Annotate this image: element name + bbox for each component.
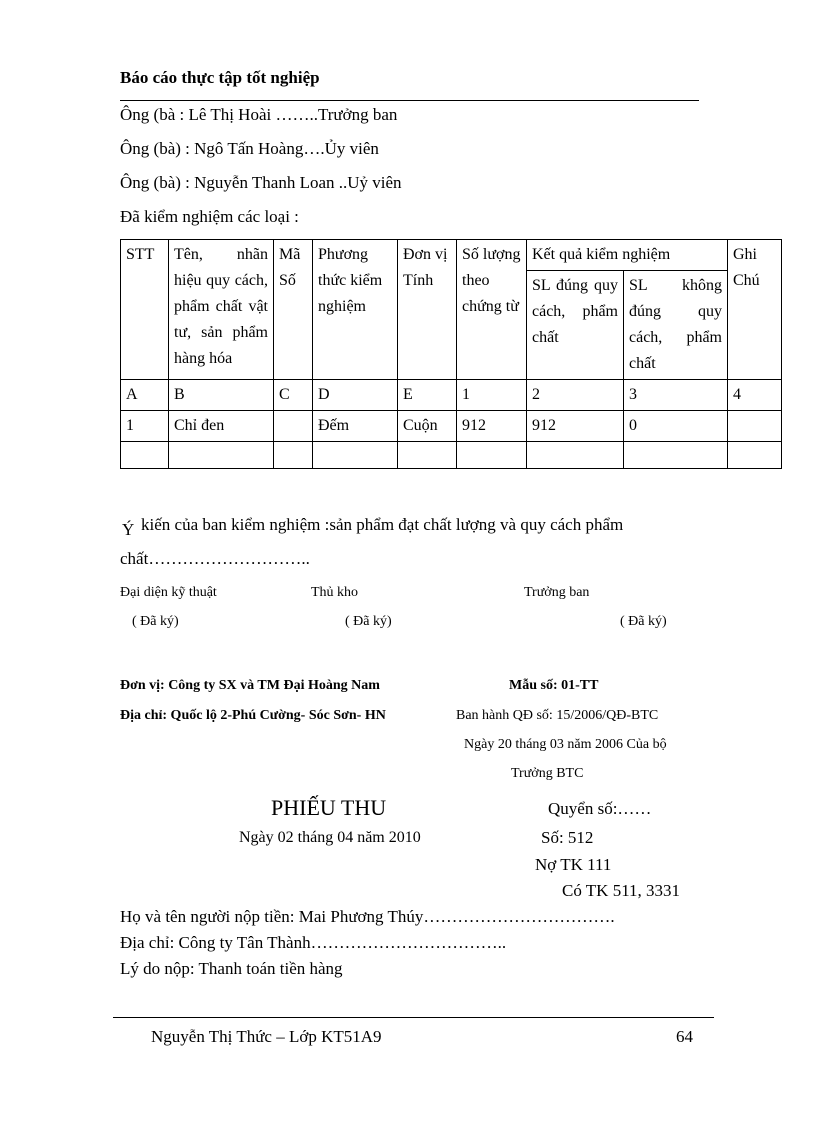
signer-technical: Đại diện kỹ thuật (120, 585, 217, 600)
header-qty-ok: SL đúng quy cách, phẩm chất (527, 271, 624, 380)
table-cell (728, 411, 782, 442)
committee-member-2: Ông (bà) : Ngô Tấn Hoàng….Ủy viên (120, 139, 379, 158)
header-rule (120, 100, 699, 101)
header-result: Kết quả kiểm nghiệm (527, 240, 728, 271)
table-cell: 912 (527, 411, 624, 442)
table-cell: D (313, 380, 398, 411)
committee-member-1: Ông (bà : Lê Thị Hoài ……..Trưởng ban (120, 105, 398, 124)
table-cell: 1 (457, 380, 527, 411)
opinion-y-mark: Ý (122, 520, 135, 539)
signer-storekeeper: Thủ kho (311, 585, 359, 600)
receipt-credit-account: Có TK 511, 3331 (562, 881, 681, 900)
table-cell: 2 (527, 380, 624, 411)
receipt-decree-line-3: Trưởng BTC (511, 766, 584, 781)
payment-reason: Lý do nộp: Thanh toán tiền hàng (120, 959, 343, 978)
header-code: Mã Số (274, 240, 313, 380)
receipt-debit-account: Nợ TK 111 (535, 855, 612, 874)
header-name: Tên, nhãn hiệu quy cách, phẩm chất vật tư, sản phẩm hàng hóa (169, 240, 274, 380)
payer-address: Địa chỉ: Công ty Tân Thành…………………………….. (120, 933, 507, 952)
table-cell: Chỉ đen (169, 411, 274, 442)
table-cell: 0 (624, 411, 728, 442)
table-header-row (121, 240, 782, 271)
header-quantity: Số lượng theo chứng từ (457, 240, 527, 380)
receipt-title: PHIẾU THU (271, 795, 387, 820)
opinion-line-2: chất……………………….. (120, 549, 310, 568)
opinion-line-1: kiến của ban kiểm nghiệm :sản phẩm đạt chất lượng và quy cách phẩm (141, 515, 624, 534)
receipt-decree-line-2: Ngày 20 tháng 03 năm 2006 Của bộ (464, 737, 667, 752)
payer-name: Họ và tên người nộp tiền: Mai Phương Thúy……………………………. (120, 907, 615, 926)
table-empty-row (121, 442, 782, 469)
signed-head: ( Đã ký) (620, 614, 667, 629)
header-method: Phương thức kiểm nghiệm (313, 240, 398, 380)
table-cell: Cuộn (398, 411, 457, 442)
table-cell: 1 (121, 411, 169, 442)
table-letter-row (121, 380, 782, 411)
table-cell: B (169, 380, 274, 411)
footer-rule (113, 1017, 714, 1018)
header-qty-not-ok: SL không đúng quy cách, phẩm chất (624, 271, 728, 380)
table-cell: Đếm (313, 411, 398, 442)
table-cell: 3 (624, 380, 728, 411)
receipt-book-number: Quyển số:…… (548, 799, 652, 818)
receipt-date: Ngày 02 tháng 04 năm 2010 (239, 829, 421, 846)
table-row (121, 411, 782, 442)
receipt-unit: Đơn vị: Công ty SX và TM Đại Hoàng Nam (120, 678, 380, 693)
signed-technical: ( Đã ký) (132, 614, 179, 629)
inspection-table (120, 239, 782, 469)
table-cell: 912 (457, 411, 527, 442)
signer-head: Trưởng ban (524, 585, 590, 600)
tested-label: Đã kiểm nghiệm các loại : (120, 207, 299, 226)
table-cell: C (274, 380, 313, 411)
header-stt: STT (121, 240, 169, 380)
page-number: 64 (676, 1027, 693, 1046)
table-cell: 4 (728, 380, 782, 411)
header-note: Ghi Chú (728, 240, 782, 380)
signed-storekeeper: ( Đã ký) (345, 614, 392, 629)
receipt-decree-line-1: Ban hành QĐ số: 15/2006/QĐ-BTC (456, 708, 659, 723)
receipt-address: Địa chỉ: Quốc lộ 2-Phú Cường- Sóc Sơn- HN (120, 708, 386, 723)
table-cell: A (121, 380, 169, 411)
header-unit: Đơn vị Tính (398, 240, 457, 380)
table-cell: E (398, 380, 457, 411)
footer-author: Nguyễn Thị Thức – Lớp KT51A9 (151, 1027, 382, 1046)
committee-member-3: Ông (bà) : Nguyễn Thanh Loan ..Uỷ viên (120, 173, 402, 192)
receipt-form-number: Mẫu số: 01-TT (509, 678, 599, 693)
report-title: Báo cáo thực tập tốt nghiệp (120, 68, 320, 87)
table-cell (274, 411, 313, 442)
receipt-number: Số: 512 (541, 828, 594, 847)
